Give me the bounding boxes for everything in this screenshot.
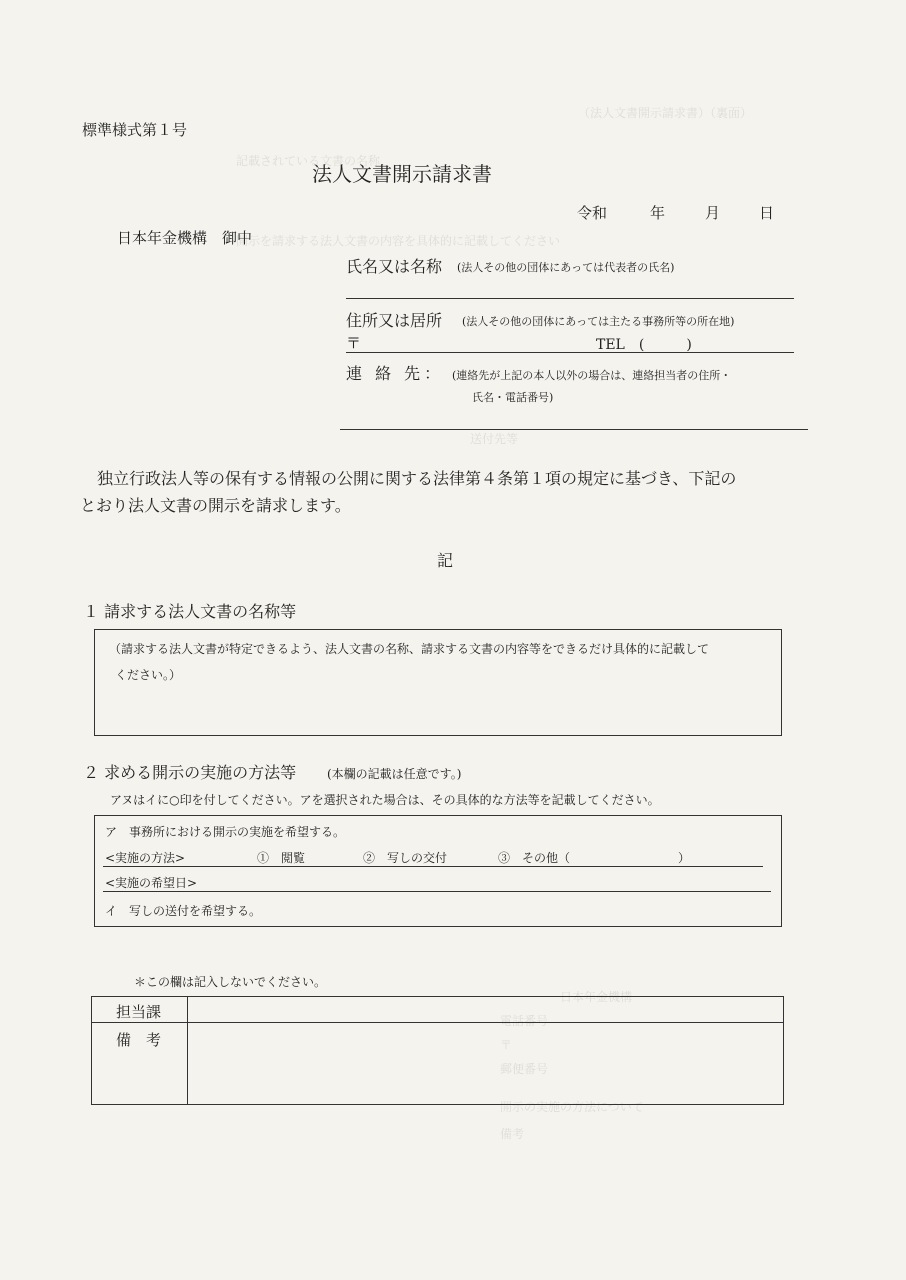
addressee: 日本年金機構 御中	[117, 229, 253, 247]
method-option-other[interactable]: ③ その他（ ）	[498, 851, 691, 865]
postal-mark: 〒	[346, 334, 362, 352]
ghost-line: 電話番号	[500, 1014, 549, 1028]
ghost-line: 日本年金機構	[560, 990, 633, 1004]
name-input-line[interactable]	[346, 298, 794, 299]
contact-note-line1: (連絡先が上記の本人以外の場合は、連絡担当者の住所・	[452, 369, 732, 382]
tanto-label: 担当課	[116, 1003, 162, 1021]
contact-label: 連 絡 先：	[346, 364, 445, 383]
disclosure-method-box	[94, 815, 782, 927]
office-divider-vertical	[187, 997, 188, 1104]
method-option-copy[interactable]: ② 写しの交付	[363, 851, 448, 865]
method-underline	[103, 866, 763, 867]
document-box-note-line1: （請求する法人文書が特定できるよう、法人文書の名称、請求する文書の内容等をできるだけ具体的に記載して	[109, 642, 710, 656]
office-divider-horizontal	[92, 1022, 783, 1023]
ghost-line: 送付先等	[470, 432, 519, 446]
desired-date-input-line[interactable]	[103, 891, 771, 892]
section2-heading-note: (本欄の記載は任意です。)	[327, 767, 462, 781]
form-number: 標準様式第１号	[82, 121, 188, 139]
ghost-line: 備考	[500, 1127, 525, 1141]
document-box-note-line2: ください。）	[115, 668, 182, 682]
biko-label: 備 考	[116, 1031, 162, 1049]
section2-heading: ２ 求める開示の実施の方法等	[83, 763, 297, 782]
date-year-label: 年	[650, 204, 666, 222]
ghost-line: （法人文書開示請求書）（裏面）	[578, 106, 753, 120]
date-era: 令和	[577, 204, 608, 222]
ghost-line: 〒	[500, 1038, 513, 1052]
request-text-line2: とおり法人文書の開示を請求します。	[80, 496, 351, 515]
option-a-label[interactable]: ア 事務所における開示の実施を希望する。	[105, 825, 346, 839]
document-name-box[interactable]	[94, 629, 782, 736]
desired-date-label: <実施の希望日>	[105, 876, 198, 890]
ki-heading: 記	[437, 551, 454, 570]
office-use-box	[91, 996, 784, 1105]
ghost-line: 郵便番号	[500, 1062, 549, 1076]
contact-input-line[interactable]	[340, 429, 808, 430]
name-note: (法人その他の団体にあっては代表者の氏名)	[457, 261, 675, 274]
option-i-label[interactable]: イ 写しの送付を希望する。	[105, 904, 262, 918]
office-use-note: ＊この欄は記入しないでください。	[134, 975, 327, 989]
method-label: <実施の方法>	[105, 851, 186, 865]
name-label: 氏名又は名称	[346, 257, 443, 276]
address-label: 住所又は居所	[346, 311, 443, 330]
ghost-line: 開示を請求する法人文書の内容を具体的に記載してください	[236, 234, 561, 248]
request-text-line1: 独立行政法人等の保有する情報の公開に関する法律第４条第１項の規定に基づき、下記の	[97, 469, 737, 488]
ghost-line: 開示の実施の方法について	[500, 1100, 644, 1114]
tel-label: TEL ( )	[596, 337, 692, 353]
section1-heading: １ 請求する法人文書の名称等	[83, 602, 297, 621]
section2-instruction: アヌはイに○印を付してください。アを選択された場合は、その具体的な方法等を記載してください。	[110, 793, 660, 807]
page-title: 法人文書開示請求書	[312, 162, 492, 186]
date-month-label: 月	[705, 204, 721, 222]
address-input-line[interactable]	[346, 352, 794, 353]
contact-note-line2: 氏名・電話番号)	[472, 391, 554, 404]
address-note: (法人その他の団体にあっては主たる事務所等の所在地)	[462, 315, 735, 328]
ghost-line: 記載されている文書の名称	[236, 154, 381, 168]
date-day-label: 日	[759, 204, 775, 222]
method-option-view[interactable]: ① 閲覧	[257, 851, 306, 865]
